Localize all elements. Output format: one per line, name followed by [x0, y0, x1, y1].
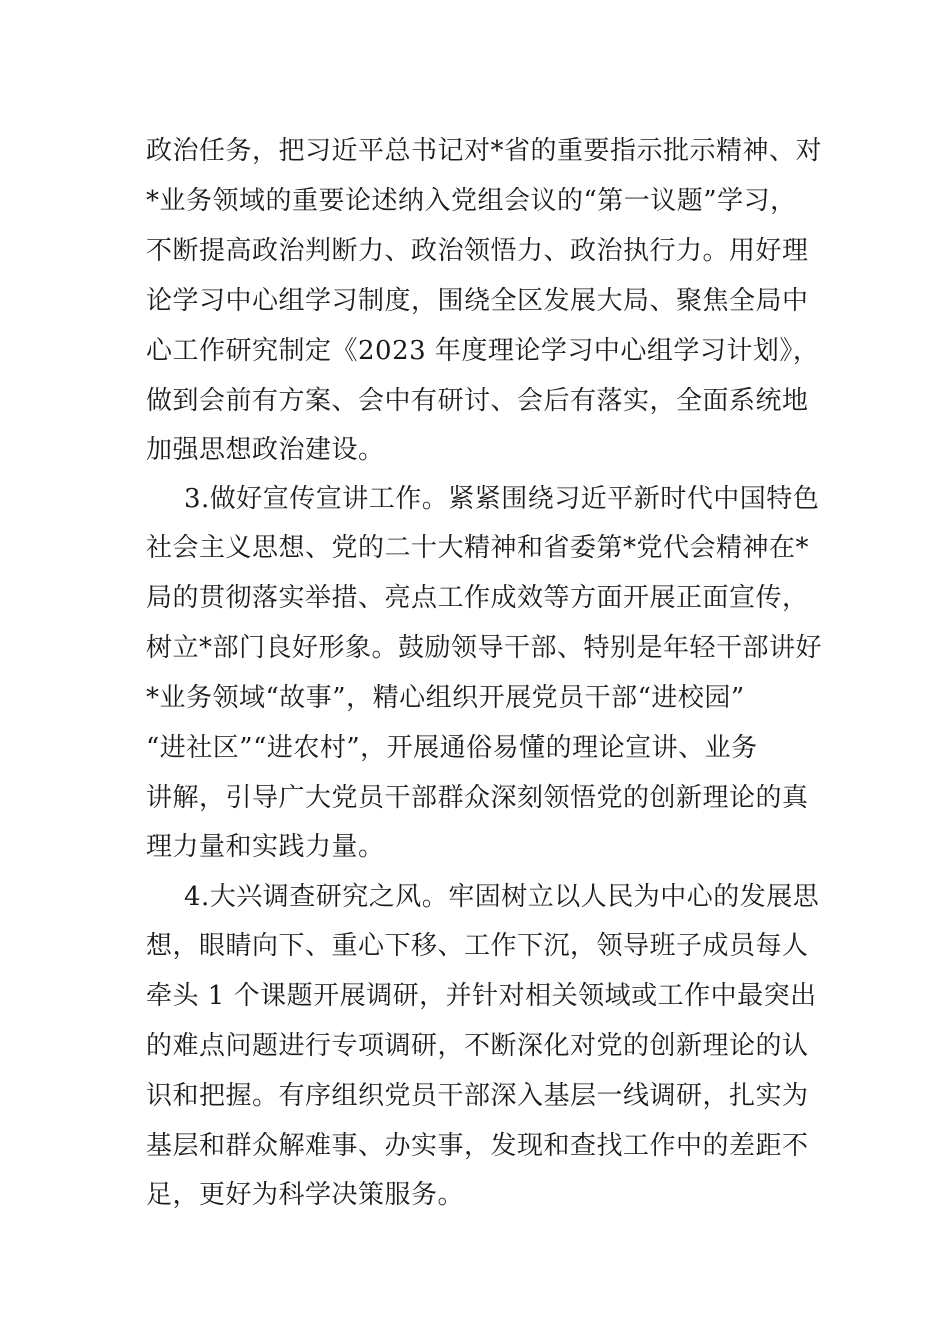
body-text-line: 基层和群众解难事、办实事，发现和查找工作中的差距不 — [146, 1131, 809, 1161]
body-text-line: *业务领域“故事”，精心组织开展党员干部“进校园” — [146, 683, 745, 713]
body-text-line: 想，眼睛向下、重心下移、工作下沉，领导班子成员每人 — [146, 931, 809, 961]
body-text-line: 心工作研究制定《2023 年度理论学习中心组学习计划》， — [146, 336, 820, 366]
body-text-line: 社会主义思想、党的二十大精神和省委第*党代会精神在* — [146, 533, 810, 563]
body-text-line: 做到会前有方案、会中有研讨、会后有落实，全面系统地 — [146, 386, 809, 416]
body-text-line: *业务领域的重要论述纳入党组会议的“第一议题”学习， — [146, 186, 797, 216]
body-text-line: 识和把握。有序组织党员干部深入基层一线调研，扎实为 — [146, 1081, 809, 1111]
section-heading-line: 4.大兴调查研究之风。牢固树立以人民为中心的发展思 — [184, 882, 820, 912]
body-text-line: 政治任务，把习近平总书记对*省的重要指示批示精神、对 — [146, 136, 823, 166]
body-text-line: 树立*部门良好形象。鼓励领导干部、特别是年轻干部讲好 — [146, 633, 823, 663]
section-heading-line: 3.做好宣传宣讲工作。紧紧围绕习近平新时代中国特色 — [184, 484, 820, 514]
body-text-line: 论学习中心组学习制度，围绕全区发展大局、聚焦全局中 — [146, 286, 809, 316]
body-text-line: 足，更好为科学决策服务。 — [146, 1180, 465, 1210]
body-text-line: 加强思想政治建设。 — [146, 435, 385, 465]
body-text-line: “进社区”“进农村”，开展通俗易懂的理论宣讲、业务 — [146, 733, 758, 763]
body-text-line: 讲解，引导广大党员干部群众深刻领悟党的创新理论的真 — [146, 783, 809, 813]
body-text-line: 理力量和实践力量。 — [146, 832, 385, 862]
body-text-line: 牵头 1 个课题开展调研，并针对相关领域或工作中最突出 — [146, 981, 817, 1011]
body-text-line: 的难点问题进行专项调研，不断深化对党的创新理论的认 — [146, 1031, 809, 1061]
body-text-line: 局的贯彻落实举措、亮点工作成效等方面开展正面宣传， — [146, 583, 809, 613]
body-text-line: 不断提高政治判断力、政治领悟力、政治执行力。用好理 — [146, 236, 809, 266]
